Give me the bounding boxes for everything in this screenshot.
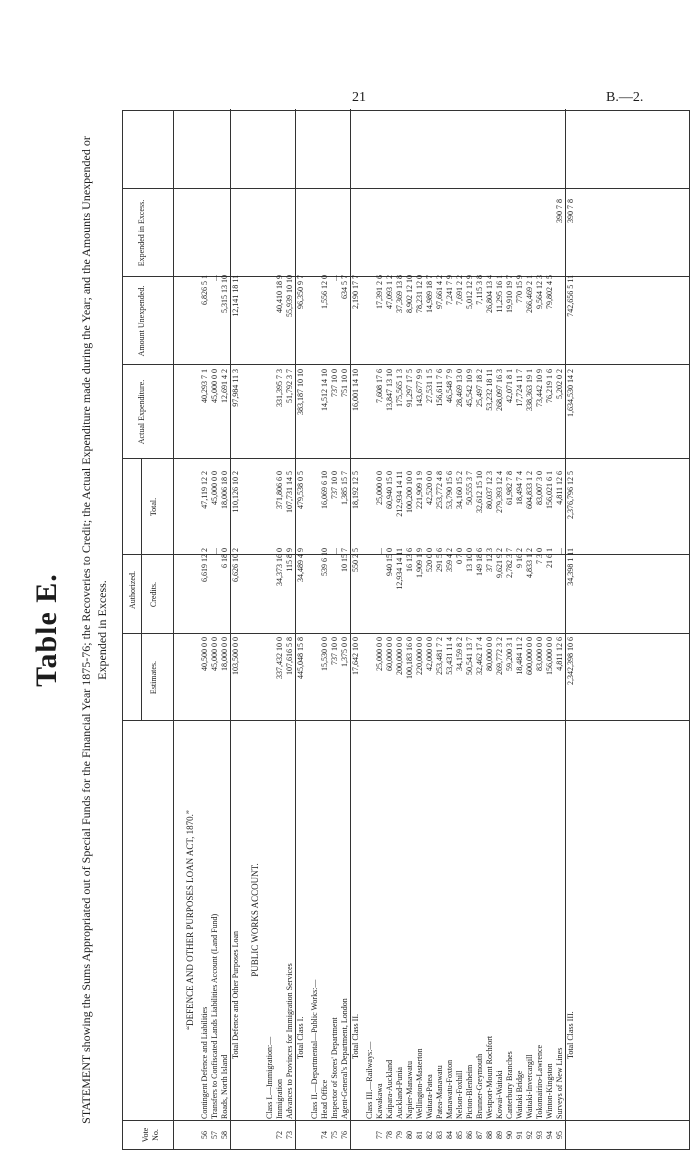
financial-table (122, 110, 690, 1150)
item-description: Total Class II. (351, 1014, 360, 1059)
credits-value: 12,934 14 11 (395, 548, 404, 590)
vote-number: 93 (535, 1131, 544, 1139)
estimates-value: 80,000 0 0 (485, 637, 494, 671)
credits-value: 34,398 1 11 (566, 548, 575, 586)
actual-expenditure-value: 51,792 3 7 (285, 369, 294, 403)
credits-value: 34,489 4 9 (296, 548, 305, 582)
estimates-value: 269,772 3 2 (495, 637, 504, 675)
vote-number: 91 (515, 1131, 524, 1139)
actual-expenditure-value: 12,691 4 2 (220, 369, 229, 403)
actual-expenditure-value: 42,071 8 1 (505, 369, 514, 403)
unexpended-value: 5,315 13 10 (220, 275, 229, 313)
table-row (230, 109, 245, 1149)
unexpended-value: 6,826 5 1 (200, 275, 209, 305)
actual-expenditure-value: 1,634,530 14 2 (566, 369, 575, 417)
unexpended-value: 7,241 7 9 (445, 275, 454, 305)
table-row (220, 109, 230, 1149)
vote-number: 73 (285, 1131, 294, 1139)
vote-number: 75 (330, 1131, 339, 1139)
estimates-value: 1,375 0 0 (340, 637, 349, 667)
credits-value: 34,373 16 0 (275, 548, 284, 586)
estimates-value: 200,000 0 0 (395, 637, 404, 675)
unexpended-value: 97,661 4 2 (435, 275, 444, 309)
vote-number: 72 (275, 1131, 284, 1139)
header-estimates: Estimates. (149, 660, 158, 695)
total-value: 479,538 0 5 (296, 471, 305, 509)
vote-number: 74 (320, 1131, 329, 1139)
actual-expenditure-value: 175,565 1 3 (395, 369, 404, 407)
item-description: Waitara-Patea (425, 1074, 434, 1119)
unexpended-value: 47,093 1 2 (385, 275, 394, 309)
total-value: 18,006 18 0 (220, 471, 229, 509)
item-description: Waitaki-Invercargill (525, 1054, 534, 1119)
statement-caption: STATEMENT showing the Sums Appropriated out of Special Funds for the Financial Year 1875-76; the Recoveries to Credit; the Actual Expenditure made during the Year; and the Amounts Unexpended or Expended in Excess. (79, 136, 109, 1124)
table-row (340, 109, 350, 1149)
estimates-value: 100,183 16 0 (405, 637, 414, 679)
vote-number: 92 (525, 1131, 534, 1139)
table-row (350, 109, 365, 1149)
total-value: 2,376,796 12 5 (566, 471, 575, 519)
unexpended-value: 5,012 12 9 (465, 275, 474, 309)
unexpended-value: 26,804 13 4 (485, 275, 494, 313)
unexpended-value: 55,939 10 10 (285, 275, 294, 317)
unexpended-value: 9,564 12 3 (535, 275, 544, 309)
vote-number: 83 (435, 1131, 444, 1139)
total-value: 16,069 6 10 (320, 471, 329, 509)
total-value: 18,192 12 5 (351, 471, 360, 509)
item-description: Total Class III. (566, 1011, 575, 1059)
estimates-value: 15,530 0 0 (320, 637, 329, 671)
credits-value: 6,619 12 2 (200, 548, 209, 582)
credits-value: 4,833 1 2 (525, 548, 534, 578)
total-value: 50,555 3 7 (465, 471, 474, 505)
total-value: 47,119 12 2 (200, 471, 209, 509)
estimates-value: 59,200 3 1 (505, 637, 514, 671)
vote-number: 77 (375, 1131, 384, 1139)
total-value: 32,612 15 10 (475, 471, 484, 513)
credits-value: 7 3 0 (535, 548, 544, 564)
table-row (330, 109, 340, 1149)
excess-value: 390 7 8 (566, 199, 575, 223)
total-value: 737 10 0 (330, 471, 339, 499)
item-description: Manawatu-Foxton (445, 1059, 454, 1119)
total-value: 42,520 0 0 (425, 471, 434, 505)
vote-number: 76 (340, 1131, 349, 1139)
table-row (365, 109, 375, 1149)
credits-value: 16 13 6 (405, 548, 414, 572)
table-row (180, 109, 200, 1149)
estimates-value: 253,481 7 2 (435, 637, 444, 675)
estimates-value: 103,500 0 0 (231, 637, 240, 675)
actual-expenditure-value: 383,187 10 10 (296, 369, 305, 415)
estimates-value: 737 10 0 (330, 637, 339, 665)
unexpended-value: 742,656 5 11 (566, 275, 575, 317)
table-row (310, 109, 320, 1149)
rule (173, 111, 174, 1149)
vote-number: 94 (545, 1131, 554, 1139)
table-row (405, 109, 415, 1149)
estimates-value: 25,000 0 0 (375, 637, 384, 671)
estimates-value: 2,342,398 10 6 (566, 637, 575, 685)
table-row (465, 109, 475, 1149)
estimates-value: 50,541 13 7 (465, 637, 474, 675)
table-row (485, 109, 495, 1149)
actual-expenditure-value: 97,984 11 3 (231, 369, 240, 407)
table-row (495, 109, 505, 1149)
actual-expenditure-value: 73,442 10 9 (535, 369, 544, 407)
vote-number: 87 (475, 1131, 484, 1139)
unexpended-value: ... (330, 275, 339, 281)
table-body (180, 109, 580, 1149)
estimates-value: 107,616 5 8 (285, 637, 294, 675)
credits-value: ... (375, 548, 384, 554)
credits-value: 37 12 3 (485, 548, 494, 572)
total-value: 4,811 12 6 (555, 471, 564, 505)
item-description: Tokomairiro-Lawrence (535, 1044, 544, 1119)
table-row (545, 109, 555, 1149)
actual-expenditure-value: 13,847 13 10 (385, 369, 394, 411)
vote-number: 95 (555, 1131, 564, 1139)
vote-number: 85 (455, 1131, 464, 1139)
item-description: Advances to Provinces for Immigration Services (285, 963, 294, 1119)
table-row (385, 109, 395, 1149)
excess-value: 390 7 8 (555, 199, 564, 223)
vote-number: 79 (395, 1131, 404, 1139)
item-description: Westport-Mount Rochfort (485, 1035, 494, 1119)
rule (141, 459, 142, 721)
credits-value: 291 5 6 (435, 548, 444, 572)
unexpended-value: 19,910 19 7 (505, 275, 514, 313)
total-value: 83,007 3 0 (535, 471, 544, 505)
actual-expenditure-value: 143,677 9 9 (415, 369, 424, 407)
header-credits: Credits. (149, 581, 158, 608)
header-excess: Expended in Excess. (137, 199, 146, 267)
estimates-value: 18,484 11 2 (515, 637, 524, 675)
item-description: Surveys of New Lines (555, 1047, 564, 1119)
actual-expenditure-value: 53,232 18 11 (485, 369, 494, 411)
unexpended-value: 78,231 12 0 (415, 275, 424, 313)
page-number: 21 (352, 90, 366, 105)
actual-expenditure-value: 16,001 14 10 (351, 369, 360, 411)
item-description: Wellington-Masterton (415, 1048, 424, 1119)
table-row (210, 109, 220, 1149)
table-title: Table E. (30, 573, 63, 687)
table-row (320, 109, 330, 1149)
table-row (275, 109, 285, 1149)
total-value: 80,037 12 3 (485, 471, 494, 509)
total-value: 45,000 0 0 (210, 471, 219, 505)
item-description: Total Defence and Other Purposes Loan (231, 930, 240, 1059)
section-heading: PUBLIC WORKS ACCOUNT. (250, 863, 260, 977)
estimates-value: 4,811 12 6 (555, 637, 564, 671)
actual-expenditure-value: 5,202 0 2 (555, 369, 564, 399)
estimates-value: 18,000 0 0 (220, 637, 229, 671)
item-description: Kowai-Waitaki (495, 1070, 504, 1119)
table-row (375, 109, 385, 1149)
item-description: Kawakawa (375, 1083, 384, 1119)
total-value: 156,021 6 1 (545, 471, 554, 509)
unexpended-value: 2,190 17 7 (351, 275, 360, 309)
estimates-value: 53,431 11 4 (445, 637, 454, 675)
actual-expenditure-value: 40,293 7 1 (200, 369, 209, 403)
item-description: Contingent Defence and Liabilities (200, 1006, 209, 1119)
vote-number: 56 (200, 1131, 209, 1139)
unexpended-value: 634 5 7 (340, 275, 349, 299)
credits-value: 940 15 0 (385, 548, 394, 576)
total-value: 1,385 15 7 (340, 471, 349, 505)
table-row (505, 109, 515, 1149)
unexpended-value: 14,989 18 7 (425, 275, 434, 313)
vote-number: 80 (405, 1131, 414, 1139)
header-total: Total. (149, 497, 158, 517)
vote-number: 81 (415, 1131, 424, 1139)
total-value: 107,731 14 5 (285, 471, 294, 513)
vote-number: 57 (210, 1131, 219, 1139)
unexpended-value: ... (210, 275, 219, 281)
total-value: 61,982 7 8 (505, 471, 514, 505)
unexpended-value: 12,141 18 11 (231, 275, 240, 317)
total-value: 212,934 14 11 (395, 471, 404, 517)
estimates-value: 156,000 0 0 (545, 637, 554, 675)
item-description: Napier-Manawatu (405, 1060, 414, 1119)
total-value: 604,833 1 2 (525, 471, 534, 509)
estimates-value: 337,432 10 0 (275, 637, 284, 679)
credits-value: 539 6 10 (320, 548, 329, 576)
total-value: 25,000 0 0 (375, 471, 384, 505)
item-description: Patea-Manawatu (435, 1065, 444, 1119)
credits-value: 149 18 6 (475, 548, 484, 576)
actual-expenditure-value: 14,512 14 10 (320, 369, 329, 411)
table-row (295, 109, 310, 1149)
estimates-value: 32,462 17 4 (475, 637, 484, 675)
item-description: Class III.—Railways:— (365, 1041, 374, 1119)
unexpended-value: 7,691 2 2 (455, 275, 464, 305)
vote-number: 90 (505, 1131, 514, 1139)
total-value: 100,200 10 0 (405, 471, 414, 513)
unexpended-value: 79,802 4 5 (545, 275, 554, 309)
item-description: Inspector of Stores' Department (330, 1017, 339, 1119)
header-authorized: Authorized. (128, 571, 137, 609)
header-vote: Vote No. (141, 1127, 160, 1143)
actual-expenditure-value: 27,531 1 5 (425, 369, 434, 403)
total-value: 18,494 7 4 (515, 471, 524, 505)
actual-expenditure-value: 156,611 7 6 (435, 369, 444, 407)
rotated-table-sheet (30, 110, 690, 1150)
section-heading: “DEFENCE AND OTHER PURPOSES LOAN ACT, 1870.” (185, 810, 195, 1030)
unexpended-value: 96,350 9 7 (296, 275, 305, 309)
credits-value: 9,621 9 2 (495, 548, 504, 578)
vote-number: 86 (465, 1131, 474, 1139)
table-row (455, 109, 465, 1149)
actual-expenditure-value: 268,097 16 3 (495, 369, 504, 411)
total-value: 110,126 10 2 (231, 471, 240, 513)
estimates-value: 45,000 0 0 (210, 637, 219, 671)
credits-value: 10 15 7 (340, 548, 349, 572)
total-value: 221,909 1 9 (415, 471, 424, 509)
credits-value: 13 10 0 (465, 548, 474, 572)
credits-value: 2,782 3 7 (505, 548, 514, 578)
credits-value: 550 2 5 (351, 548, 360, 572)
table-row (565, 109, 580, 1149)
estimates-value: 34,159 8 2 (455, 637, 464, 671)
table-row (425, 109, 435, 1149)
credits-value: 115 8 9 (285, 548, 294, 572)
actual-expenditure-value: 17,724 11 7 (515, 369, 524, 407)
item-description: Waitaki Bridge (515, 1070, 524, 1119)
table-row (535, 109, 545, 1149)
total-value: 371,806 6 0 (275, 471, 284, 509)
document-reference: B.—2. (606, 90, 644, 105)
credits-value: 21 6 1 (545, 548, 554, 568)
unexpended-value: 17,391 2 6 (375, 275, 384, 309)
item-description: Winton-Kingston (545, 1063, 554, 1119)
unexpended-value: 266,469 2 1 (525, 275, 534, 313)
vote-number: 88 (485, 1131, 494, 1139)
estimates-value: 17,642 10 0 (351, 637, 360, 675)
table-row (265, 109, 275, 1149)
unexpended-value: 1,556 12 0 (320, 275, 329, 309)
header-unexpended: Amount Unexpended. (137, 285, 146, 357)
estimates-value: 600,000 0 0 (525, 637, 534, 675)
total-value: 279,393 12 4 (495, 471, 504, 513)
table-row (445, 109, 455, 1149)
unexpended-value: 770 15 9 (515, 275, 524, 303)
item-description: Kaipara-Auckland (385, 1059, 394, 1119)
item-description: Brunner-Greymouth (475, 1053, 484, 1119)
actual-expenditure-value: 45,542 10 9 (465, 369, 474, 407)
total-value: 253,772 4 8 (435, 471, 444, 509)
credits-value: 0 7 0 (455, 548, 464, 564)
actual-expenditure-value: 45,000 0 0 (210, 369, 219, 403)
table-row (415, 109, 425, 1149)
credits-value: 359 4 2 (445, 548, 454, 572)
item-description: Head Office (320, 1079, 329, 1119)
table-row (525, 109, 535, 1149)
actual-expenditure-value: 25,497 18 2 (475, 369, 484, 407)
credits-value: 1,909 1 9 (415, 548, 424, 578)
table-row (515, 109, 525, 1149)
item-description: Auckland-Punia (395, 1067, 404, 1119)
unexpended-value: 8,902 12 10 (405, 275, 414, 313)
actual-expenditure-value: 46,548 7 9 (445, 369, 454, 403)
vote-number: 58 (220, 1131, 229, 1139)
item-description: Class II.—Departmental—Public Works:— (310, 979, 319, 1119)
credits-value: ... (210, 548, 219, 554)
vote-number: 84 (445, 1131, 454, 1139)
estimates-value: 83,000 0 0 (535, 637, 544, 671)
actual-expenditure-value: 737 10 0 (330, 369, 339, 397)
item-description: Class I.—Immigration:— (265, 1036, 274, 1119)
actual-expenditure-value: 751 10 0 (340, 369, 349, 397)
actual-expenditure-value: 91,297 17 5 (405, 369, 414, 407)
table-row (200, 109, 210, 1149)
table-row (285, 109, 295, 1149)
unexpended-value: 11,295 16 1 (495, 275, 504, 313)
item-description: Nelson-Foxhill (455, 1070, 464, 1119)
actual-expenditure-value: 76,219 1 6 (545, 369, 554, 403)
actual-expenditure-value: 331,395 7 3 (275, 369, 284, 407)
credits-value: ... (555, 548, 564, 554)
table-row (435, 109, 445, 1149)
unexpended-value: 40,410 18 9 (275, 275, 284, 313)
estimates-value: 220,000 0 0 (415, 637, 424, 675)
unexpended-value: 7,115 3 8 (475, 275, 484, 305)
table-row (245, 109, 265, 1149)
credits-value: 520 0 0 (425, 548, 434, 572)
vote-number: 89 (495, 1131, 504, 1139)
unexpended-value: 37,369 13 8 (395, 275, 404, 313)
vote-number: 82 (425, 1131, 434, 1139)
item-description: Roads, North Island (220, 1054, 229, 1119)
table-row (395, 109, 405, 1149)
item-description: Transfers to Confiscated Lands Liabilities Account (Land Fund) (210, 913, 219, 1119)
total-value: 60,940 15 0 (385, 471, 394, 509)
item-description: Total Class I. (296, 1016, 305, 1059)
credits-value: ... (330, 548, 339, 554)
credits-value: 6 18 0 (220, 548, 229, 568)
total-value: 53,790 15 6 (445, 471, 454, 509)
item-description: Immigration (275, 1079, 284, 1119)
vote-number: 78 (385, 1131, 394, 1139)
total-value: 34,160 15 2 (455, 471, 464, 509)
table-row (475, 109, 485, 1149)
actual-expenditure-value: 7,608 17 6 (375, 369, 384, 403)
credits-value: 9 16 2 (515, 548, 524, 568)
credits-value: 6,626 10 2 (231, 548, 240, 582)
item-description: Agent-General's Department, London (340, 998, 349, 1119)
estimates-value: 40,500 0 0 (200, 637, 209, 671)
item-description: Canterbury Branches (505, 1051, 514, 1119)
estimates-value: 445,048 15 8 (296, 637, 305, 679)
estimates-value: 42,000 0 0 (425, 637, 434, 671)
table-row (555, 109, 565, 1149)
item-description: Picton-Blenheim (465, 1064, 474, 1119)
actual-expenditure-value: 338,363 19 1 (525, 369, 534, 411)
estimates-value: 60,000 0 0 (385, 637, 394, 671)
actual-expenditure-value: 28,469 13 0 (455, 369, 464, 407)
header-actual: Actual Expenditure. (137, 379, 146, 445)
